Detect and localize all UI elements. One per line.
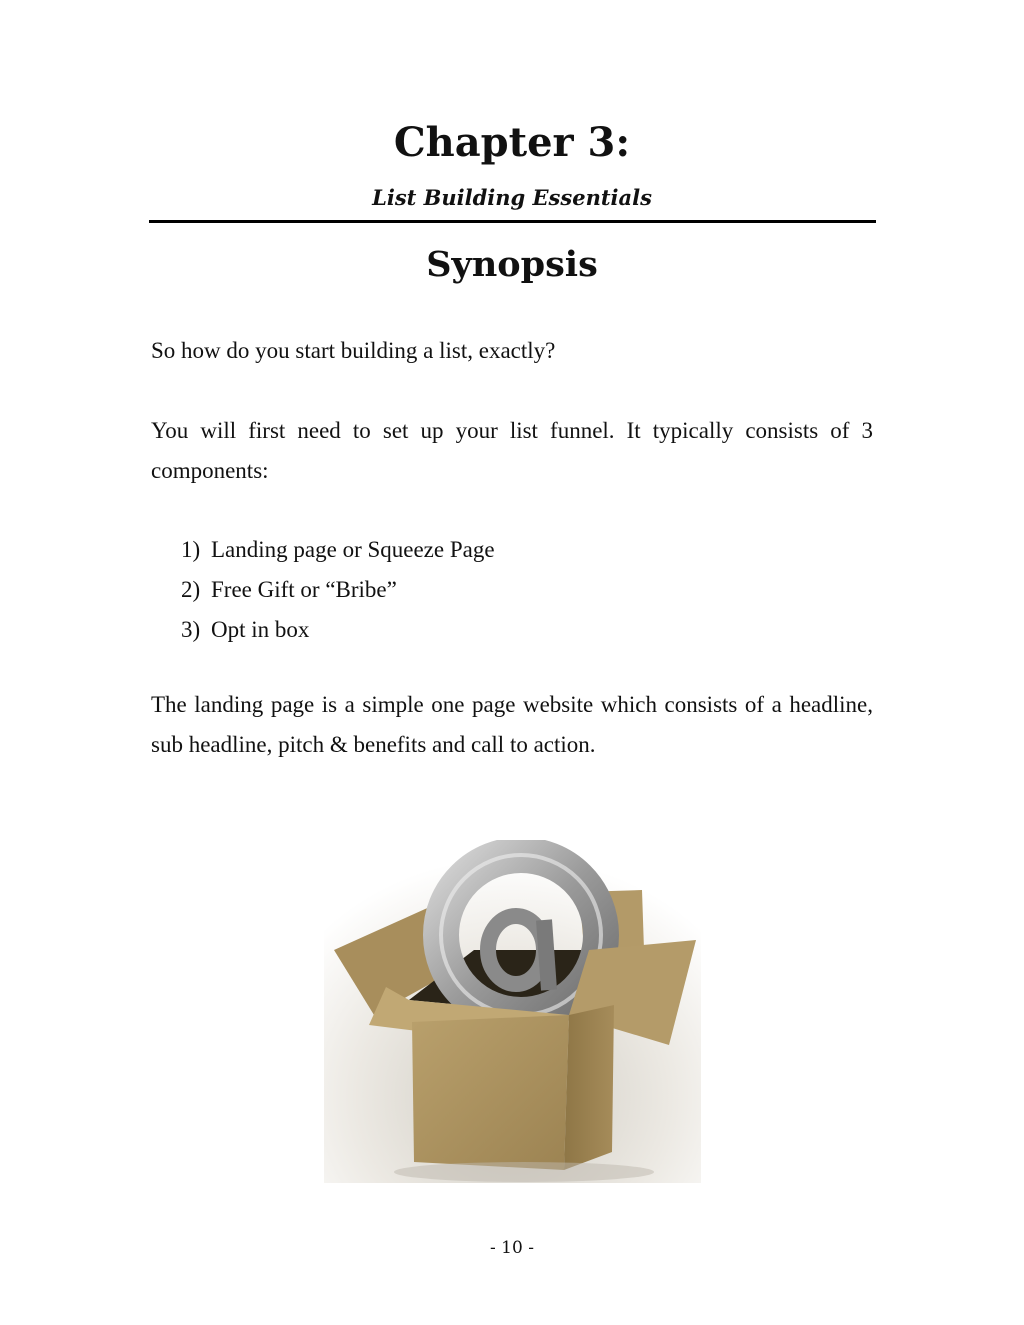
list-item-number: 3) bbox=[181, 617, 201, 642]
list-item-text: Opt in box bbox=[211, 617, 310, 642]
paragraph-intro: So how do you start building a list, exactly? bbox=[151, 338, 556, 363]
list-item bbox=[181, 610, 781, 650]
page-number: - 10 - bbox=[490, 1238, 534, 1258]
list-item bbox=[181, 530, 781, 570]
list-item bbox=[181, 570, 781, 610]
list-item-text: Landing page or Squeeze Page bbox=[211, 537, 495, 562]
chapter-subtitle: List Building Essentials bbox=[372, 185, 652, 210]
paragraph-funnel: You will first need to set up your list funnel. It typically consists of 3 components: bbox=[151, 418, 873, 483]
header-divider bbox=[149, 220, 876, 223]
list-item-number: 1) bbox=[181, 537, 201, 562]
chapter-title: Chapter 3: bbox=[393, 119, 631, 166]
paragraph-landing-page: The landing page is a simple one page website which consists of a headline, sub headline, pitch & benefits and call to action. bbox=[151, 692, 873, 757]
list-item-text: Free Gift or “Bribe” bbox=[211, 577, 397, 602]
email-box-illustration bbox=[324, 840, 701, 1183]
email-at-box-icon bbox=[324, 840, 701, 1183]
box-side bbox=[564, 1005, 614, 1170]
list-item-number: 2) bbox=[181, 577, 201, 602]
box-front bbox=[412, 1015, 569, 1170]
section-title: Synopsis bbox=[426, 244, 598, 285]
box-shadow bbox=[394, 1162, 654, 1182]
funnel-components-list bbox=[181, 530, 781, 650]
